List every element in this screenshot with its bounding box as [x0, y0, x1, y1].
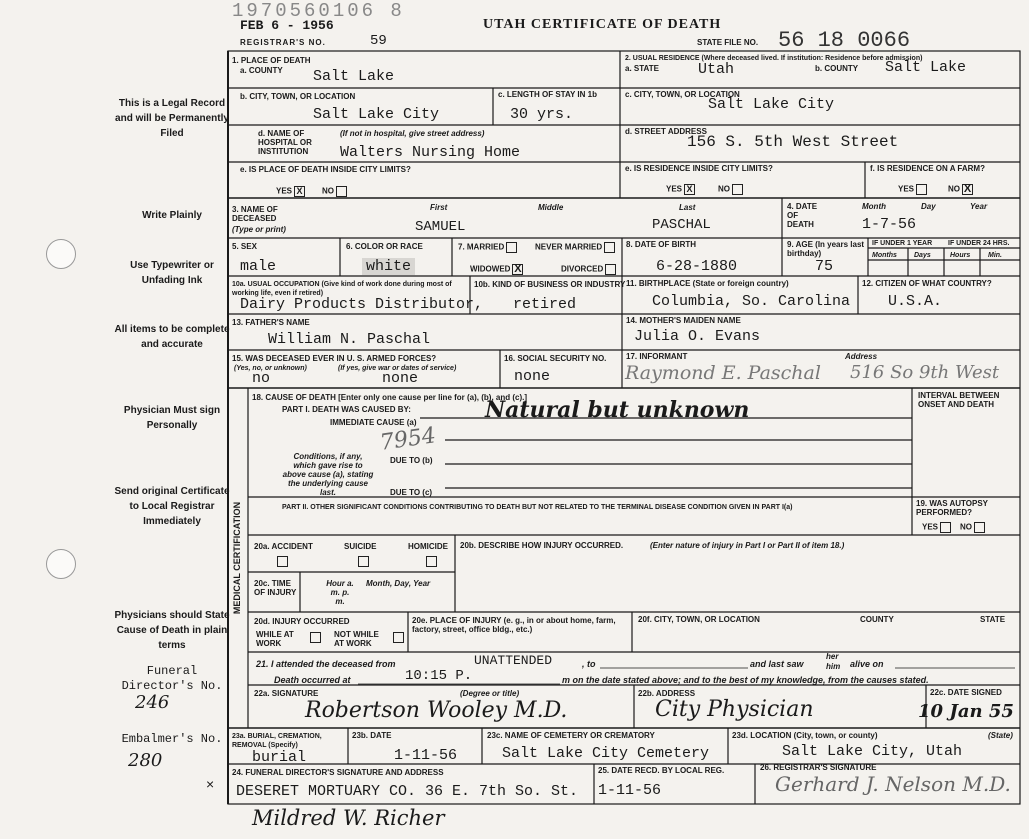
res-yes-checkbox[interactable]	[684, 184, 695, 195]
hour-label: Hour a. m. p. m.	[326, 579, 354, 606]
degree-label: (Degree or title)	[460, 689, 520, 698]
ssn-label: 16. SOCIAL SECURITY NO.	[504, 354, 607, 363]
injury-state-label: STATE	[980, 615, 1006, 624]
cemetery: Salt Lake City Cemetery	[502, 745, 710, 762]
widowed-text: WIDOWED	[470, 264, 511, 274]
homicide-checkbox[interactable]	[426, 556, 437, 567]
last-saw-label: and last saw	[750, 659, 804, 669]
first-name: SAMUEL	[415, 219, 466, 235]
autopsy-no-checkbox[interactable]	[974, 522, 985, 533]
funeral-director-label: Funeral Director's No.	[121, 664, 223, 693]
not-while-work-checkbox[interactable]	[393, 632, 404, 643]
conditions-label: Conditions, if any, which gave rise to above cause (a), stating the underlying cause last.	[282, 452, 374, 497]
autopsy-label: 19. WAS AUTOPSY PERFORMED?	[916, 499, 988, 517]
divorced-label	[561, 264, 616, 275]
burial: burial	[252, 749, 307, 766]
yes-checkbox[interactable]	[294, 186, 305, 197]
state-file-no: 56 18 0066	[778, 28, 911, 53]
business: retired	[513, 296, 577, 313]
name-note: (Type or print)	[232, 225, 286, 234]
month-label: Month	[862, 202, 886, 211]
embalmer-signature: Mildred W. Richer	[252, 806, 445, 830]
registrar-no: 59	[370, 33, 387, 49]
informant-address-label: Address	[845, 352, 878, 361]
her-label: her	[826, 652, 839, 661]
burial-date-label: 23b. DATE	[352, 731, 392, 740]
suicide-label: SUICIDE	[344, 542, 377, 551]
birth-date: 6-28-1880	[656, 258, 738, 275]
mother-label: 14. MOTHER'S MAIDEN NAME	[626, 316, 741, 325]
place-of-death-label: 1. PLACE OF DEATH	[232, 56, 311, 65]
res-state: Utah	[698, 61, 735, 78]
yes-text: YES	[276, 186, 293, 196]
farm-label: f. IS RESIDENCE ON A FARM?	[870, 164, 985, 173]
injury-occurred-label: 20d. INJURY OCCURRED	[254, 617, 350, 626]
armed-note1: (Yes, no, or unknown)	[234, 365, 307, 372]
cause-code: 7954	[378, 423, 438, 456]
while-work-checkbox[interactable]	[310, 632, 321, 643]
death-county: Salt Lake	[313, 68, 395, 85]
stay-label: c. LENGTH OF STAY IN 1b	[498, 90, 597, 99]
res-city-label: c. CITY, TOWN, OR LOCATION	[625, 90, 740, 99]
date-of-death: 1-7-56	[862, 216, 917, 233]
funeral-director-sig-label: 24. FUNERAL DIRECTOR'S SIGNATURE AND ADDRESS	[232, 768, 444, 777]
occupation: Dairy Products Distributor,	[240, 296, 484, 313]
note-complete: All items to be complete and accurate	[114, 324, 230, 350]
farm-no-mark: X	[963, 183, 972, 195]
farm-no	[948, 184, 973, 195]
autopsy-yes-checkbox[interactable]	[940, 522, 951, 533]
embalmer-label: Embalmer's No.	[121, 732, 223, 746]
medical-certification-side-label: MEDICAL CERTIFICATION	[232, 501, 242, 615]
alive-on-label: alive on	[850, 659, 884, 669]
last-name: PASCHAL	[652, 217, 711, 233]
no-text: NO	[322, 186, 334, 196]
note-cause-plain: Physicians should State Cause of Death in plain terms	[114, 610, 230, 651]
res-inside-yes	[666, 184, 695, 195]
business-label: 10b. KIND OF BUSINESS OR INDUSTRY	[474, 280, 626, 289]
signature-label: 22a. SIGNATURE	[254, 689, 319, 698]
first-label: First	[430, 203, 448, 212]
married-label	[458, 242, 517, 253]
burial-label: 23a. BURIAL, CREMATION, REMOVAL (Specify)	[232, 733, 322, 749]
date-signed-label: 22c. DATE SIGNED	[930, 688, 1002, 697]
time-injury-label: 20c. TIME OF INJURY	[254, 579, 297, 597]
cause-label: 18. CAUSE OF DEATH [Enter only one cause per line for (a), (b), and (c).]	[252, 393, 527, 402]
death-city: Salt Lake City	[313, 106, 440, 123]
residence-label: 2. USUAL RESIDENCE (Where deceased lived. If institution: Residence before admission)	[625, 55, 923, 62]
stay: 30 yrs.	[510, 106, 574, 123]
months-label: Months	[872, 252, 897, 259]
funeral-director: DESERET MORTUARY CO. 36 E. 7th So. St.	[236, 783, 579, 800]
father-label: 13. FATHER'S NAME	[232, 318, 310, 327]
injury-desc-label: 20b. DESCRIBE HOW INJURY OCCURRED.	[460, 541, 624, 550]
autopsy-yes	[922, 522, 951, 533]
color: white	[362, 258, 415, 275]
injury-county-label: COUNTY	[860, 615, 894, 624]
divorced-text: DIVORCED	[561, 264, 604, 274]
armed-note2: (If yes, give war or dates of service)	[338, 365, 457, 372]
divorced-checkbox[interactable]	[605, 264, 616, 275]
res-street-label: d. STREET ADDRESS	[625, 127, 707, 136]
birthplace-label: 11. BIRTHPLACE (State or foreign country)	[626, 279, 789, 288]
yes-check-mark: X	[296, 186, 303, 196]
war: none	[382, 370, 419, 387]
farm-no-checkbox[interactable]	[962, 184, 973, 195]
citizen: U.S.A.	[888, 293, 943, 310]
day-label: Day	[921, 202, 936, 211]
death-city-label: b. CITY, TOWN, OR LOCATION	[240, 92, 356, 101]
under-1-label: IF UNDER 1 YEAR	[872, 240, 933, 247]
death-county-label: a. COUNTY	[240, 66, 283, 75]
interval-label: INTERVAL BETWEEN ONSET AND DEATH	[918, 391, 1000, 409]
res-county: Salt Lake	[885, 59, 967, 76]
yes-text: YES	[898, 184, 915, 194]
funeral-director-no: 246	[135, 692, 170, 713]
no-checkbox[interactable]	[336, 186, 347, 197]
mother: Julia O. Evans	[634, 328, 761, 345]
no-text: NO	[960, 522, 972, 532]
injury-desc-note: (Enter nature of injury in Part I or Part II of item 18.)	[650, 541, 845, 550]
res-street: 156 S. 5th West Street	[687, 133, 899, 151]
res-no-checkbox[interactable]	[732, 184, 743, 195]
ssn: none	[514, 368, 551, 385]
res-yes-mark: X	[686, 184, 693, 194]
days-label: Days	[914, 252, 931, 259]
attended-from: UNATTENDED	[474, 653, 553, 668]
yes-text: YES	[666, 184, 683, 194]
death-occurred-time: 10:15 P.	[405, 668, 473, 684]
immediate-cause: Natural but unknown	[485, 397, 750, 423]
note-physician-sign: Physician Must sign Personally	[123, 405, 221, 431]
date-signed: 10 Jan 55	[918, 701, 1014, 722]
death-inside-city-label: e. IS PLACE OF DEATH INSIDE CITY LIMITS?	[240, 165, 411, 174]
yes-text: YES	[922, 522, 939, 532]
certificate-title: UTAH CERTIFICATE OF DEATH	[483, 17, 722, 32]
due-to-b-label: DUE TO (b)	[390, 456, 433, 465]
year-label: Year	[970, 202, 988, 211]
armed-label: 15. WAS DECEASED EVER IN U. S. ARMED FORCES?	[232, 354, 437, 363]
not-while-work-label: NOT WHILE AT WORK	[334, 630, 379, 648]
registrar-sig-label: 26. REGISTRAR'S SIGNATURE	[760, 763, 877, 772]
note-write-plainly: Write Plainly	[142, 210, 202, 221]
res-county-label: b. COUNTY	[815, 64, 859, 73]
received-date-stamp: FEB 6 - 1956	[240, 18, 334, 33]
never-married-label	[535, 242, 615, 253]
homicide-label: HOMICIDE	[408, 542, 448, 551]
to-label: , to	[582, 659, 596, 669]
date-recd-label: 25. DATE RECD. BY LOCAL REG.	[598, 766, 725, 775]
citizen-label: 12. CITIZEN OF WHAT COUNTRY?	[862, 279, 992, 288]
mdy-label: Month, Day, Year	[366, 579, 431, 588]
while-work-label: WHILE AT WORK	[256, 630, 294, 648]
last-label: Last	[679, 203, 696, 212]
date-recd: 1-11-56	[598, 782, 662, 799]
death-occurred-rest: m on the date stated above; and to the best of my knowledge, from the causes stated.	[562, 675, 929, 685]
registrar-label: REGISTRAR'S NO.	[240, 38, 326, 47]
color-label: 6. COLOR OR RACE	[346, 242, 423, 251]
no-text: NO	[948, 184, 960, 194]
under-24-label: IF UNDER 24 HRS.	[948, 240, 1010, 247]
injury-city-label: 20f. CITY, TOWN, OR LOCATION	[638, 615, 760, 624]
no-text: NO	[718, 184, 730, 194]
res-state-label: a. STATE	[625, 64, 659, 73]
accident-label: 20a. ACCIDENT	[254, 542, 313, 551]
physician-signature: Robertson Wooley M.D.	[305, 698, 568, 723]
hospital: Walters Nursing Home	[340, 144, 521, 161]
birthplace: Columbia, So. Carolina	[652, 293, 851, 310]
middle-label: Middle	[538, 203, 564, 212]
occupation-label: 10a. USUAL OCCUPATION (Give kind of work done during most of working life, even if retired)	[232, 281, 452, 297]
suicide-checkbox[interactable]	[358, 556, 369, 567]
name-label: 3. NAME OF DECEASED	[232, 205, 278, 223]
death-inside-yes	[276, 186, 305, 197]
part2-label: PART II. OTHER SIGNIFICANT CONDITIONS CONTRIBUTING TO DEATH BUT NOT RELATED TO THE TERMINAL DISEASE CONDITION GIVEN IN PART I(a)	[282, 504, 793, 511]
attended-label: 21. I attended the deceased from	[256, 659, 396, 669]
res-inside-no	[718, 184, 743, 195]
widowed-checkbox[interactable]	[512, 264, 523, 275]
birth-label: 8. DATE OF BIRTH	[626, 240, 697, 249]
never-married-text: NEVER MARRIED	[535, 242, 603, 252]
sex-label: 5. SEX	[232, 242, 257, 251]
part1-label: PART I. DEATH WAS CAUSED BY:	[282, 405, 411, 414]
accident-checkbox[interactable]	[277, 556, 288, 567]
burial-location-label: 23d. LOCATION (City, town, or county)	[732, 731, 878, 740]
widowed-label	[470, 264, 523, 275]
place-injury-label: 20e. PLACE OF INJURY (e. g., in or about home, farm, factory, street, office bldg., etc.)	[412, 616, 616, 634]
armed: no	[252, 370, 271, 387]
informant-address: 516 So 9th West	[850, 362, 1000, 383]
note-send-original: Send original Certificate to Local Registrar Immediately	[114, 486, 230, 527]
res-inside-label: e. IS RESIDENCE INSIDE CITY LIMITS?	[625, 164, 773, 173]
state-file-label: STATE FILE NO.	[697, 38, 759, 47]
burial-state-label: (State)	[988, 731, 1013, 740]
married-checkbox[interactable]	[506, 242, 517, 253]
sex: male	[240, 258, 277, 275]
informant-label: 17. INFORMANT	[626, 352, 688, 361]
married-text: 7. MARRIED	[458, 242, 505, 252]
cross-mark: ×	[206, 776, 215, 792]
note-typewriter: Use Typewriter or Unfading Ink	[130, 260, 214, 286]
immediate-label: IMMEDIATE CAUSE (a)	[330, 418, 417, 427]
res-city: Salt Lake City	[708, 96, 835, 113]
father: William N. Paschal	[268, 331, 431, 348]
stamp-number: 1970560106 8	[232, 0, 405, 22]
min-label: Min.	[988, 252, 1002, 259]
death-inside-no	[322, 186, 347, 197]
physician-address: City Physician	[655, 697, 814, 722]
hospital-label: d. NAME OF HOSPITAL OR INSTITUTION	[258, 129, 312, 156]
note-legal-record: This is a Legal Record and will be Permanently Filed	[115, 98, 229, 139]
never-married-checkbox[interactable]	[604, 242, 615, 253]
autopsy-no	[960, 522, 985, 533]
burial-date: 1-11-56	[394, 747, 458, 764]
age: 75	[815, 258, 834, 275]
physician-address-label: 22b. ADDRESS	[638, 689, 696, 698]
hospital-note: (If not in hospital, give street address)	[340, 129, 485, 138]
cemetery-label: 23c. NAME OF CEMETERY OR CREMATORY	[487, 731, 655, 740]
him-label: him	[826, 662, 841, 671]
informant: Raymond E. Paschal	[625, 362, 821, 384]
registrar-signature: Gerhard J. Nelson M.D.	[775, 772, 1011, 796]
farm-yes	[898, 184, 927, 195]
age-label: 9. AGE (In years last birthday)	[787, 240, 865, 258]
widowed-mark: X	[514, 263, 522, 275]
death-occurred-label: Death occurred at	[274, 675, 351, 685]
farm-yes-checkbox[interactable]	[916, 184, 927, 195]
hours-label: Hours	[950, 252, 971, 259]
embalmer-no: 280	[128, 750, 163, 771]
date-death-label: 4. DATE OF DEATH	[787, 202, 818, 229]
due-to-c-label: DUE TO (c)	[390, 488, 433, 497]
burial-location: Salt Lake City, Utah	[782, 743, 963, 760]
